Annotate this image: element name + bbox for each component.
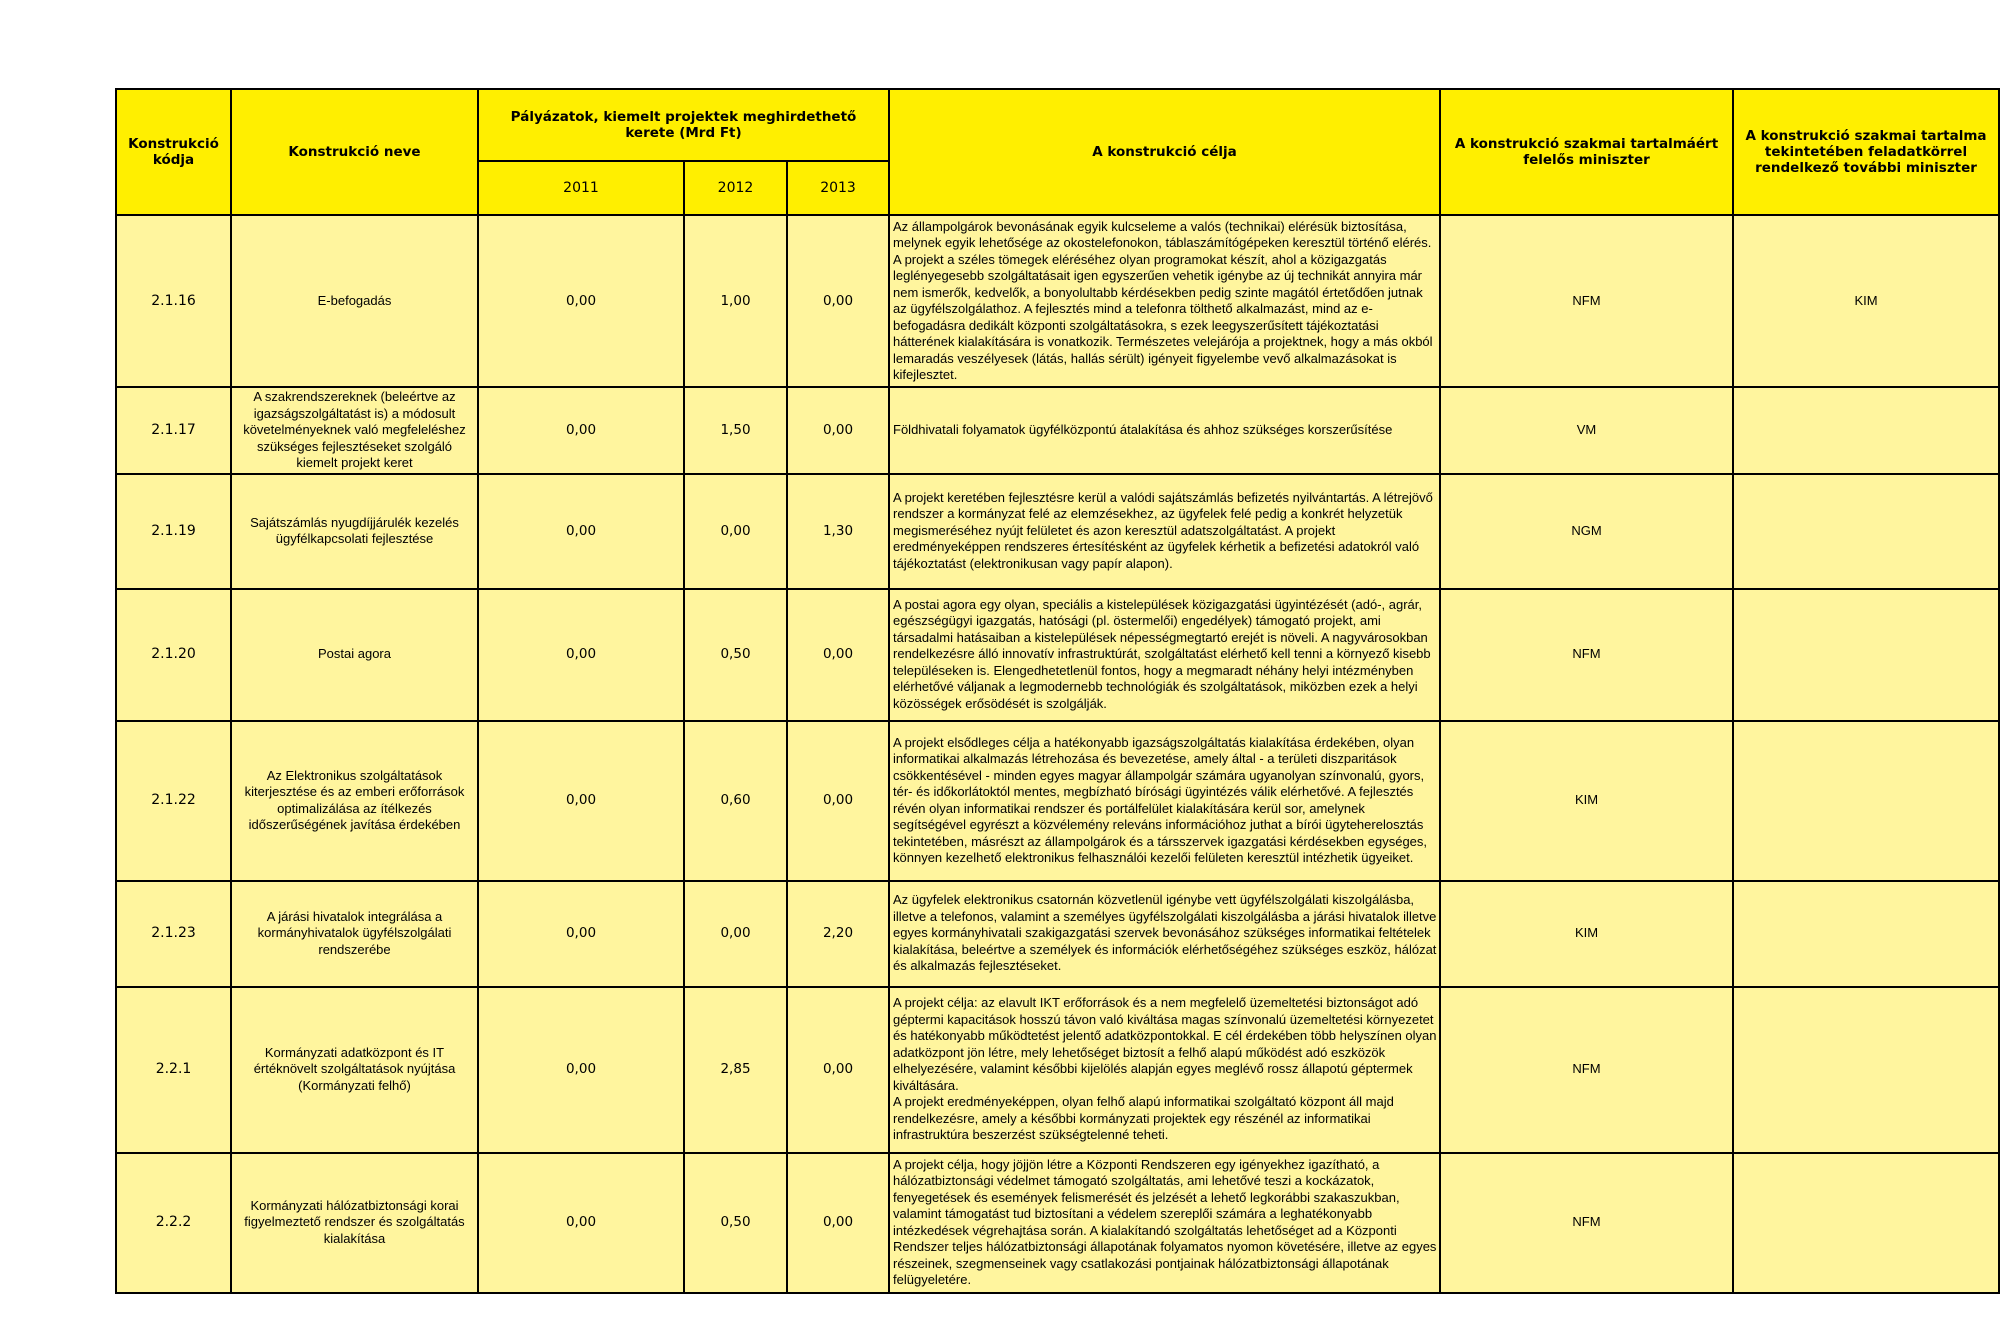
row-name: Az Elektronikus szolgáltatások kiterjesztése és az emberi erőforrások optimalizálása az ítélkezés időszerűségének javítása érdekében [231, 721, 478, 881]
row-minister: KIM [1440, 881, 1733, 987]
row-2011: 0,00 [478, 987, 684, 1153]
row-2013: 0,00 [787, 387, 889, 474]
row-goal: A projekt célja: az elavult IKT erőforrások és a nem megfelelő üzemeltetési biztonságot adó géptermi kapacitások hosszú távon való kiváltása magas színvonalú üzemeltetési környezetet és hatékonyabb működtetést jelentő adatközpontokkal. E cél érdekében több helyszínen olyan adatközpont jön létre, mely lehetőséget biztosít a felhő alapú működést adó eszközök elhelyezésére, valamint későbbi kijelölés alapján egyes meglévő rossz állapotú géptermek kiváltására. A projekt eredményeképpen, olyan felhő alapú informatikai szolgáltató központ áll majd rendelkezésre, amely a későbbi kormányzati projektek egy részénél az informatikai infrastruktúra beszerzést szükségtelenné teheti. [889, 987, 1440, 1153]
header-budget-group: Pályázatok, kiemelt projektek meghirdethető kerete (Mrd Ft) [478, 89, 889, 161]
row-goal: A projekt keretében fejlesztésre kerül a valódi sajátszámlás befizetés nyilvántartás. A létrejövő rendszer a kormányzat felé az elemzésekhez, az ügyfelek felé pedig a konkrét helyzetük megismeréséhez nyújt felületet és azon keresztül adatszolgáltatást. A projekt eredményeképpen rendszeres értesítésként az ügyfelek kérhetik a befizetési adatokról való tájékoztatást (elektronikusan vagy papír alapon). [889, 474, 1440, 589]
header-goal: A konstrukció célja [889, 89, 1440, 215]
row-other-minister [1733, 1153, 1999, 1293]
row-2013: 0,00 [787, 589, 889, 721]
table-row [116, 987, 1999, 1153]
row-2011: 0,00 [478, 589, 684, 721]
table-row [116, 589, 1999, 721]
row-code: 2.1.23 [116, 881, 231, 987]
table-row [116, 721, 1999, 881]
header-year-2012: 2012 [684, 161, 787, 215]
row-other-minister [1733, 721, 1999, 881]
row-2011: 0,00 [478, 881, 684, 987]
row-2012: 0,50 [684, 589, 787, 721]
row-2013: 2,20 [787, 881, 889, 987]
row-2012: 2,85 [684, 987, 787, 1153]
table-row [116, 881, 1999, 987]
row-minister: NFM [1440, 1153, 1733, 1293]
row-minister: KIM [1440, 721, 1733, 881]
row-2011: 0,00 [478, 215, 684, 387]
table-row [116, 215, 1999, 387]
row-code: 2.1.17 [116, 387, 231, 474]
row-minister: NFM [1440, 215, 1733, 387]
row-minister: VM [1440, 387, 1733, 474]
row-other-minister [1733, 881, 1999, 987]
row-code: 2.1.20 [116, 589, 231, 721]
row-2012: 0,00 [684, 474, 787, 589]
row-2012: 0,60 [684, 721, 787, 881]
row-2012: 0,50 [684, 1153, 787, 1293]
row-other-minister [1733, 987, 1999, 1153]
row-goal: Az ügyfelek elektronikus csatornán közvetlenül igénybe vett ügyfélszolgálati kiszolgálásba, illetve a telefonos, valamint a személyes ügyfélszolgálati kiszolgálásba a járási hivatalok illetve egyes kormányhivatali szakigazgatási szervek bevonásához szükséges informatikai feltételek kialakítása, beleértve a személyek és információk elérhetőségéhez szükséges eszköz, hálózat és alkalmazás fejlesztéseket. [889, 881, 1440, 987]
row-other-minister [1733, 474, 1999, 589]
row-2011: 0,00 [478, 387, 684, 474]
row-2011: 0,00 [478, 721, 684, 881]
row-minister: NFM [1440, 987, 1733, 1153]
table-row [116, 387, 1999, 474]
row-2012: 0,00 [684, 881, 787, 987]
row-2013: 1,30 [787, 474, 889, 589]
row-2011: 0,00 [478, 474, 684, 589]
row-goal: A projekt elsődleges célja a hatékonyabb igazságszolgáltatás kialakítása érdekében, olyan informatikai alkalmazás létrehozása és bevezetése, amely által - a területi diszparitások csökkentésével - minden egyes magyar állampolgár számára ugyanolyan színvonalú, gyors, tér- és időkorlátoktól mentes, megbízható bírósági ügyintézés válik elérhetővé. A fejlesztés révén olyan informatikai rendszer és portálfelület kialakítására kerül sor, amelynek segítségével egyrészt a közvélemény releváns információhoz juthat a bírói ügyteherelosztás tekintetében, másrészt az állampolgárok és a társszervek igazgatási kérdésekben egységes, könnyen kezelhető elektronikus felhasználói kezelői felületen keresztül intézhetik ügyeiket. [889, 721, 1440, 881]
construction-table [115, 88, 2000, 1294]
row-name: Kormányzati hálózatbiztonsági korai figyelmeztető rendszer és szolgáltatás kialakítása [231, 1153, 478, 1293]
row-2013: 0,00 [787, 721, 889, 881]
row-goal: A postai agora egy olyan, speciális a kistelepülések közigazgatási ügyintézését (adó-, agrár, egészségügyi igazgatás, hatósági (pl. östermelői) engedélyek) támogató projekt, ami társadalmi hatásaiban a kistelepülések népességmegtartó erejét is növeli. A nagyvárosokban rendelkezésre álló innovatív infrastruktúrát, szolgáltatást elérhető kell tenni a környező kisebb településeken is. Elengedhetetlenül fontos, hogy a megmaradt néhány helyi intézményben elérhetővé váljanak a legmodernebb technológiák és szolgáltatások, miközben ezek a helyi közösségek erősödését is szolgálják. [889, 589, 1440, 721]
table-row [116, 474, 1999, 589]
header-other-minister: A konstrukció szakmai tartalma tekintetében feladatkörrel rendelkező további miniszter [1733, 89, 1999, 215]
row-code: 2.1.16 [116, 215, 231, 387]
row-name: E-befogadás [231, 215, 478, 387]
row-code: 2.2.1 [116, 987, 231, 1153]
row-2012: 1,50 [684, 387, 787, 474]
header-minister: A konstrukció szakmai tartalmáért felelős miniszter [1440, 89, 1733, 215]
header-code: Konstrukció kódja [116, 89, 231, 215]
header-row-top [116, 89, 1999, 161]
row-2013: 0,00 [787, 1153, 889, 1293]
row-name: A járási hivatalok integrálása a kormányhivatalok ügyfélszolgálati rendszerébe [231, 881, 478, 987]
header-year-2011: 2011 [478, 161, 684, 215]
row-2013: 0,00 [787, 987, 889, 1153]
row-name: Postai agora [231, 589, 478, 721]
table-row [116, 1153, 1999, 1293]
row-goal: Az állampolgárok bevonásának egyik kulcseleme a valós (technikai) elérésük biztosítása, melynek egyik lehetősége az okostelefonokon, táblaszámítógépeken keresztül történő elérés. A projekt a széles tömegek eléréséhez olyan programokat készít, ahol a közigazgatás leglényegesebb szolgáltatásait igen egyszerűen vehetik igénybe az új technikát annyira már nem ismerők, kedvelők, a bonyolultabb kérdésekben pedig szinte magától értetődően jutnak az ügyfélszolgálathoz. A fejlesztés mind a telefonra tölthető alkalmazást, mind az e-befogadásra dedikált központi szolgáltatásokra, s ezek leegyszerűsített tájékoztatási hátterének kialakítására is vonatkozik. Természetes velejárója a projektnek, hogy a más okból lemaradás veszélyesek (látás, hallás sérült) igényeit figyelembe vevő alkalmazásokat is kifejlesztet. [889, 215, 1440, 387]
header-name: Konstrukció neve [231, 89, 478, 215]
row-2013: 0,00 [787, 215, 889, 387]
row-minister: NGM [1440, 474, 1733, 589]
row-name: A szakrendszereknek (beleértve az igazságszolgáltatást is) a módosult követelményeknek való megfeleléshez szükséges fejlesztéseket szolgáló kiemelt projekt keret [231, 387, 478, 474]
row-other-minister [1733, 387, 1999, 474]
row-goal: Földhivatali folyamatok ügyfélközpontú átalakítása és ahhoz szükséges korszerűsítése [889, 387, 1440, 474]
row-other-minister [1733, 589, 1999, 721]
row-code: 2.1.19 [116, 474, 231, 589]
row-code: 2.1.22 [116, 721, 231, 881]
row-other-minister: KIM [1733, 215, 1999, 387]
construction-table-container [115, 88, 1998, 1294]
row-code: 2.2.2 [116, 1153, 231, 1293]
header-year-2013: 2013 [787, 161, 889, 215]
row-name: Kormányzati adatközpont és IT értéknövelt szolgáltatások nyújtása (Kormányzati felhő) [231, 987, 478, 1153]
row-name: Sajátszámlás nyugdíjjárulék kezelés ügyfélkapcsolati fejlesztése [231, 474, 478, 589]
row-minister: NFM [1440, 589, 1733, 721]
row-goal: A projekt célja, hogy jöjjön létre a Központi Rendszeren egy igényekhez igazítható, a hálózatbiztonsági védelmet támogató szolgáltatás, ami lehetővé teszi a kockázatok, fenyegetések és események felismerését és jelzését a lehető legkorábbi szakaszukban, valamint támogatást tud biztosítani a védelem szereplői számára a leghatékonyabb intézkedések végrehajtása során. A kialakítandó szolgáltatás lehetőséget ad a Központi Rendszer teljes hálózatbiztonsági állapotának folyamatos nyomon követésére, illetve az egyes részeinek, szegmenseinek vagy csatlakozási pontjainak hálózatbiztonsági állapotának felügyeletére. [889, 1153, 1440, 1293]
row-2012: 1,00 [684, 215, 787, 387]
row-2011: 0,00 [478, 1153, 684, 1293]
